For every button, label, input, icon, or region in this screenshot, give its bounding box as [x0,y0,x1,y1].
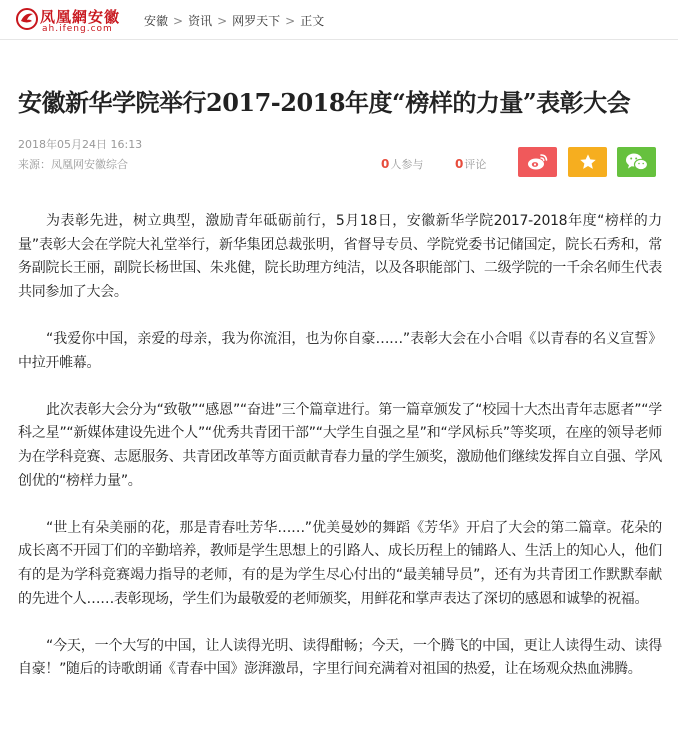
article-body [18,210,662,705]
weibo-icon [527,153,549,171]
breadcrumb [144,12,324,29]
article-paragraph: “我爱你中国，亲爱的母亲，我为你流泪，也为你自豪……”表彰大会在小合唱《以青春的名义宣誓》中拉开帷幕。 [18,330,662,371]
chevron-right-icon: > [173,14,184,28]
top-navigation-bar [0,0,678,40]
breadcrumb-news[interactable]: 资讯 [188,14,213,28]
comments-count-link[interactable] [455,156,486,172]
share-wechat-button[interactable] [617,147,656,177]
star-icon [579,153,597,171]
article-paragraph: 为表彰先进，树立典型，激励青年砥砺前行，5月18日，安徽新华学院2017-2018年度“榜样的力量”表彰大会在学院大礼堂举行，新华集团总裁张明，省督导专员、学院党委书记储国定，院长石秀和，常务副院长王丽，副院长杨世国、朱兆健，院长助理方纯洁，以及各职能部门、二级学院的一千余名师生代表共同参加了大会。 [18,213,662,300]
breadcrumb-web-world[interactable]: 网罗天下 [232,14,281,28]
wechat-icon [625,152,649,172]
publish-date: 2018年05月24日 16:13 [18,138,143,151]
logo-name: 凤凰網安徽 [40,8,121,26]
article-paragraph: “今天，一个大写的中国，让人读得光明、读得酣畅；今天，一个腾飞的中国，更让人读得生动、读得自豪！”随后的诗歌朗诵《青春中国》澎湃激昂，字里行间充满着对祖国的热爱，让在场观众热血沸腾。 [18,637,662,678]
site-logo[interactable] [16,6,128,34]
favorite-button[interactable] [568,147,607,177]
comments-label: 评论 [464,158,487,171]
participants-label: 人参与 [390,158,424,171]
participants-count-link[interactable] [381,156,423,172]
comments-count: 0 [455,157,464,171]
chevron-right-icon: > [285,14,296,28]
breadcrumb-current: 正文 [300,14,325,28]
participants-count: 0 [381,157,390,171]
logo-domain: ah.ifeng.com [42,24,113,34]
phoenix-logo-icon [16,8,38,30]
article-paragraph: 此次表彰大会分为“致敬”“感恩”“奋进”三个篇章进行。第一篇章颁发了“校园十大杰出青年志愿者”“学科之星”“新媒体建设先进个人”“优秀共青团干部”“大学生自强之星”和“学风标兵”等奖项，在座的领导老师为在学科竞赛、志愿服务、共青团改革等方面贡献青春力量的学生颁奖，激励他们继续发挥自立自强、学风创优的“榜样力量”。 [18,401,662,489]
article-paragraph: “世上有朵美丽的花，那是青春吐芳华……”优美曼妙的舞蹈《芳华》开启了大会的第二篇章。花朵的成长离不开园丁们的辛勤培养，教师是学生思想上的引路人、成长历程上的铺路人、生活上的知心人，他们有的是为学科竞赛竭力指导的老师，有的是为学生尽心付出的“最美辅导员”，还有为共青团工作默默奉献的先进个人……表彰现场，学生们为最敬爱的老师颁奖，用鲜花和掌声表达了深切的感恩和诚挚的祝福。 [18,519,662,607]
breadcrumb-anhui[interactable]: 安徽 [144,14,169,28]
article-title: 安徽新华学院举行2017-2018年度“榜样的力量”表彰大会 [18,88,631,117]
share-weibo-button[interactable] [518,147,557,177]
chevron-right-icon: > [217,14,228,28]
article-source: 来源：凤凰网安徽综合 [18,158,128,171]
